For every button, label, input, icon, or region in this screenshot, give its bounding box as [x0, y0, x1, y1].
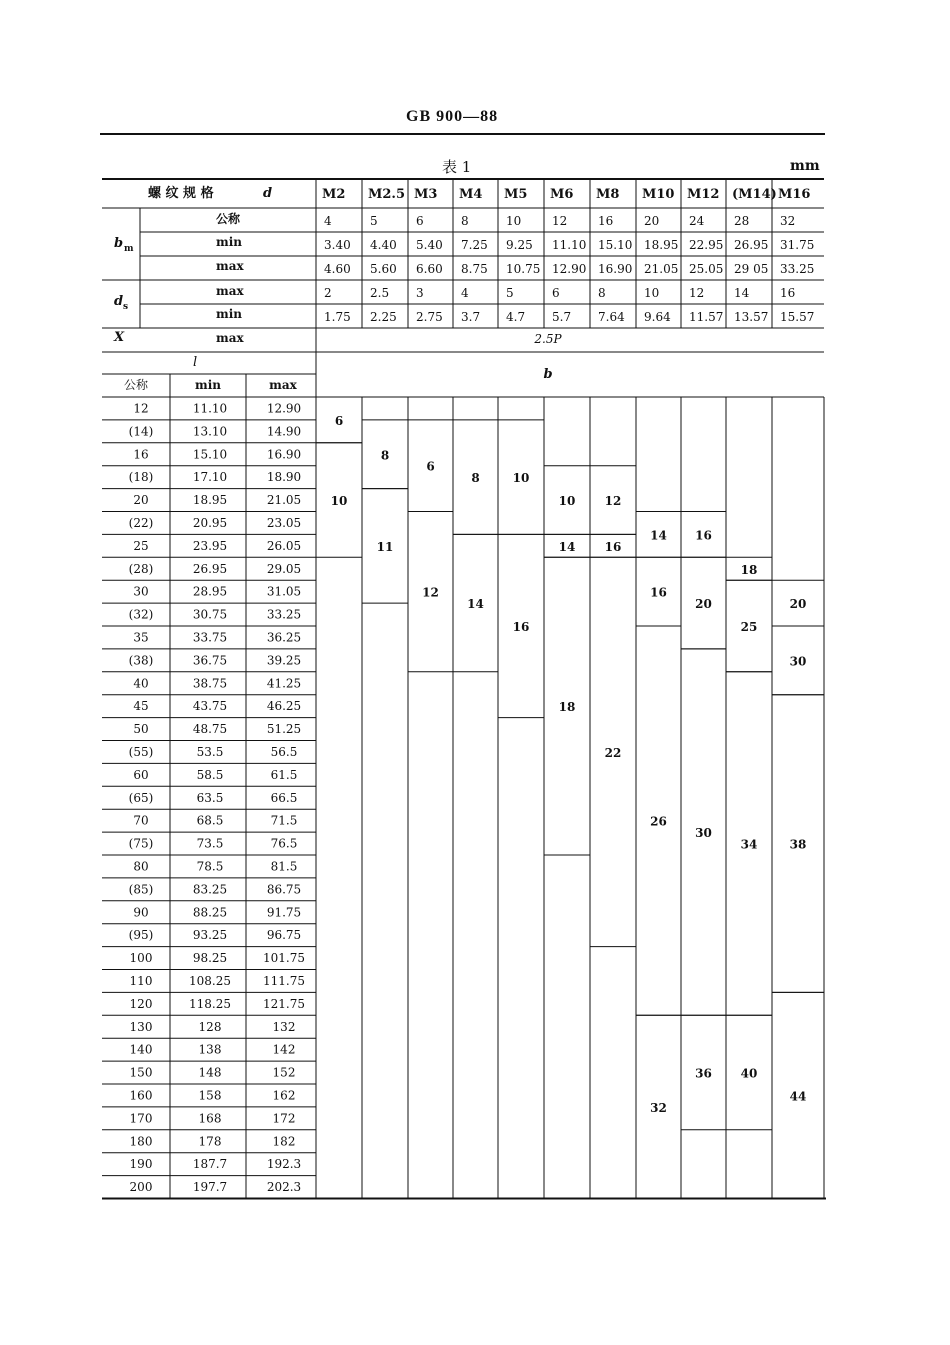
thread-size-8: M12 [687, 187, 720, 202]
b-value-10-26: 44 [789, 1089, 807, 1104]
thread-size-2: M3 [414, 187, 438, 202]
l-row-nominal-29: 150 [129, 1065, 153, 1080]
l-row-nominal-4: 20 [133, 493, 149, 508]
l-row-max-13: 46.25 [266, 699, 302, 714]
l-row-min-20: 78.5 [196, 859, 224, 874]
header-value-3-3: 4 [461, 286, 469, 300]
l-row-max-29: 152 [272, 1065, 296, 1080]
l-row-max-3: 18.90 [266, 470, 302, 485]
l-row-nominal-32: 180 [129, 1134, 153, 1149]
l-row-min-25: 108.25 [189, 973, 231, 988]
header-value-0-8: 24 [689, 214, 705, 228]
l-row-min-29: 148 [198, 1065, 222, 1080]
l-row-min-1: 13.10 [192, 424, 228, 439]
header-value-2-1: 5.60 [370, 262, 397, 276]
bm-min-label: min [216, 235, 242, 249]
l-row-max-6: 26.05 [266, 538, 302, 553]
l-row-max-27: 132 [272, 1019, 296, 1034]
l-row-min-21: 83.25 [192, 882, 228, 897]
l-row-nominal-18: 70 [133, 813, 149, 828]
l-row-max-23: 96.75 [266, 928, 302, 943]
l-max-label: max [269, 378, 297, 392]
header-value-1-3: 7.25 [461, 238, 488, 252]
l-row-max-26: 121.75 [263, 996, 305, 1011]
bm-nominal-label: 公称 [216, 212, 241, 226]
l-row-nominal-33: 190 [129, 1157, 153, 1172]
b-value-5-3: 10 [558, 494, 576, 509]
l-row-max-9: 33.25 [266, 607, 302, 622]
ds-subscript: s [123, 302, 129, 312]
thread-symbol-d: d [263, 186, 273, 201]
l-row-max-22: 91.75 [266, 905, 302, 920]
header-value-1-8: 22.95 [689, 238, 724, 252]
l-row-max-1: 14.90 [266, 424, 302, 439]
b-value-9-12: 34 [740, 837, 758, 852]
bm-max-label: max [216, 259, 244, 273]
l-row-nominal-10: 35 [133, 630, 149, 645]
l-row-max-16: 61.5 [270, 767, 298, 782]
l-row-nominal-17: (65) [128, 790, 154, 805]
l-row-nominal-11: (38) [128, 653, 154, 668]
b-value-6-6: 16 [604, 539, 622, 554]
header-value-0-0: 4 [324, 214, 332, 228]
header-value-2-10: 33.25 [780, 262, 815, 276]
header-value-4-9: 13.57 [734, 310, 769, 324]
l-row-nominal-28: 140 [129, 1042, 153, 1057]
header-value-1-7: 18.95 [644, 238, 679, 252]
header-value-1-6: 15.10 [598, 238, 633, 252]
thread-size-10: M16 [778, 187, 811, 202]
header-value-2-0: 4.60 [324, 262, 351, 276]
ds-symbol: d [114, 294, 124, 309]
l-row-nominal-25: 110 [129, 973, 153, 988]
b-value-7-10: 26 [650, 814, 667, 829]
l-row-min-2: 15.10 [192, 447, 228, 462]
l-row-nominal-15: (55) [128, 744, 154, 759]
b-value-8-27: 36 [695, 1066, 712, 1081]
l-row-min-8: 28.95 [192, 584, 228, 599]
l-row-min-12: 38.75 [192, 676, 228, 691]
b-value-8-11: 30 [695, 826, 712, 841]
header-value-3-9: 14 [734, 286, 750, 300]
l-symbol: l [193, 355, 198, 370]
ds-max-label: max [216, 284, 244, 298]
l-row-min-31: 168 [198, 1111, 222, 1126]
l-row-nominal-1: (14) [128, 424, 154, 439]
x-max-label: max [216, 331, 244, 345]
header-value-4-10: 15.57 [780, 310, 815, 324]
l-row-nominal-8: 30 [133, 584, 149, 599]
l-row-min-30: 158 [198, 1088, 222, 1103]
l-row-max-7: 29.05 [266, 561, 302, 576]
l-row-nominal-19: (75) [128, 836, 154, 851]
thread-size-6: M8 [596, 187, 620, 202]
thread-size-7: M10 [642, 187, 675, 202]
l-row-max-32: 182 [272, 1134, 296, 1149]
b-value-3-1: 8 [471, 471, 480, 486]
b-value-2-5: 12 [422, 585, 439, 600]
header-value-1-2: 5.40 [416, 238, 443, 252]
l-row-min-17: 63.5 [196, 790, 224, 805]
l-row-min-34: 197.7 [192, 1180, 228, 1195]
l-row-nominal-30: 160 [129, 1088, 153, 1103]
l-row-max-10: 36.25 [266, 630, 302, 645]
header-value-2-5: 12.90 [552, 262, 587, 276]
header-value-0-1: 5 [370, 214, 378, 228]
l-row-max-20: 81.5 [270, 859, 298, 874]
b-value-10-13: 38 [789, 837, 807, 852]
header-value-2-4: 10.75 [506, 262, 541, 276]
header-value-4-3: 3.7 [461, 310, 481, 324]
header-value-3-7: 10 [644, 286, 660, 300]
table-caption: 表 1 [442, 158, 472, 176]
l-row-nominal-22: 90 [133, 905, 149, 920]
l-row-max-8: 31.05 [266, 584, 302, 599]
l-row-max-31: 172 [272, 1111, 296, 1126]
l-row-nominal-6: 25 [133, 538, 149, 553]
header-value-3-8: 12 [689, 286, 705, 300]
l-row-max-17: 66.5 [270, 790, 298, 805]
bm-symbol: b [114, 236, 124, 251]
header-value-3-4: 5 [506, 286, 514, 300]
thread-spec-label: 螺 纹 规 格 [148, 186, 214, 201]
b-value-9-27: 40 [740, 1066, 758, 1081]
b-value-4-6: 16 [512, 620, 530, 634]
l-row-min-0: 11.10 [192, 401, 228, 416]
l-row-min-19: 73.5 [196, 836, 224, 851]
header-value-0-3: 8 [461, 214, 469, 228]
page-header-title: GB 900—88 [406, 108, 499, 125]
b-value-9-8: 25 [740, 620, 758, 634]
header-value-0-5: 12 [552, 214, 568, 228]
b-value-5-6: 14 [558, 539, 576, 554]
l-row-max-30: 162 [272, 1088, 296, 1103]
header-value-1-10: 31.75 [780, 238, 815, 252]
header-value-3-0: 2 [324, 286, 332, 300]
l-row-nominal-26: 120 [129, 996, 153, 1011]
l-row-min-10: 33.75 [192, 630, 228, 645]
header-value-4-4: 4.7 [506, 310, 526, 324]
l-row-max-18: 71.5 [270, 813, 298, 828]
l-row-nominal-2: 16 [133, 447, 149, 462]
header-value-3-2: 3 [416, 286, 424, 300]
l-row-nominal-27: 130 [129, 1019, 153, 1034]
header-value-4-8: 11.57 [689, 310, 724, 324]
bm-subscript: m [124, 244, 134, 254]
l-row-max-4: 21.05 [266, 493, 302, 508]
l-row-min-16: 58.5 [196, 767, 224, 782]
header-value-4-2: 2.75 [416, 310, 443, 324]
header-value-1-5: 11.10 [552, 238, 587, 252]
header-value-2-2: 6.60 [416, 262, 443, 276]
l-row-nominal-31: 170 [129, 1111, 153, 1126]
b-value-4-1: 10 [512, 471, 530, 486]
l-row-nominal-12: 40 [133, 676, 149, 691]
header-value-0-7: 20 [644, 214, 660, 228]
b-label: b [543, 367, 553, 382]
b-value-9-7: 18 [740, 562, 758, 577]
b-value-3-6: 14 [467, 597, 484, 612]
header-value-2-9: 29 05 [734, 262, 769, 276]
l-row-nominal-14: 50 [133, 722, 149, 737]
header-value-0-6: 16 [598, 214, 614, 228]
l-row-min-14: 48.75 [192, 722, 228, 737]
l-row-nominal-21: (85) [128, 882, 154, 897]
l-row-nominal-9: (32) [128, 607, 154, 622]
b-value-2-1: 6 [426, 459, 435, 474]
l-row-max-33: 192.3 [266, 1157, 302, 1172]
thread-size-3: M4 [459, 187, 483, 202]
l-row-min-15: 53.5 [196, 744, 224, 759]
header-value-0-9: 28 [734, 214, 750, 228]
b-value-0-0: 6 [334, 413, 344, 428]
b-value-1-4: 11 [376, 539, 394, 554]
thread-size-4: M5 [504, 187, 528, 202]
l-row-max-14: 51.25 [266, 722, 302, 737]
l-row-nominal-13: 45 [133, 699, 149, 714]
l-row-min-28: 138 [198, 1042, 222, 1057]
l-row-min-22: 88.25 [192, 905, 228, 920]
header-value-1-1: 4.40 [370, 238, 397, 252]
thread-size-9: (M14) [732, 187, 777, 202]
l-row-min-23: 93.25 [192, 928, 228, 943]
b-value-10-8: 20 [789, 597, 807, 612]
l-nominal-label: 公称 [123, 378, 149, 392]
l-row-min-9: 30.75 [192, 607, 228, 622]
l-row-max-0: 12.90 [266, 401, 302, 416]
b-value-8-7: 20 [695, 597, 712, 612]
l-row-max-34: 202.3 [266, 1180, 302, 1195]
header-value-0-10: 32 [780, 214, 796, 228]
b-value-6-3: 12 [604, 494, 622, 509]
l-row-min-13: 43.75 [192, 699, 228, 714]
l-row-max-24: 101.75 [263, 951, 305, 966]
l-row-max-21: 86.75 [266, 882, 302, 897]
ds-min-label: min [216, 307, 242, 321]
l-row-max-2: 16.90 [266, 447, 302, 462]
l-row-min-7: 26.95 [192, 561, 228, 576]
header-value-3-6: 8 [598, 286, 606, 300]
table-unit: mm [790, 158, 820, 174]
l-row-min-4: 18.95 [192, 493, 228, 508]
header-value-1-4: 9.25 [506, 238, 533, 252]
l-row-nominal-7: (28) [128, 561, 154, 576]
l-row-max-15: 56.5 [270, 744, 298, 759]
header-value-4-7: 9.64 [644, 310, 671, 324]
l-row-min-32: 178 [198, 1134, 222, 1149]
x-value: 2.5P [534, 332, 562, 346]
header-value-0-2: 6 [416, 214, 424, 228]
b-value-6-7: 22 [604, 745, 622, 760]
b-value-7-5: 14 [650, 528, 667, 543]
l-row-min-18: 68.5 [196, 813, 224, 828]
header-value-4-0: 1.75 [324, 310, 351, 324]
l-row-min-5: 20.95 [192, 515, 228, 530]
l-row-nominal-16: 60 [133, 767, 149, 782]
l-row-nominal-5: (22) [128, 515, 154, 530]
header-value-2-8: 25.05 [689, 262, 724, 276]
header-value-4-6: 7.64 [598, 310, 625, 324]
b-value-7-27: 32 [650, 1100, 667, 1115]
header-value-2-7: 21.05 [644, 262, 679, 276]
l-row-max-19: 76.5 [270, 836, 298, 851]
header-value-0-4: 10 [506, 214, 522, 228]
b-value-10-10: 30 [789, 654, 807, 669]
b-value-1-1: 8 [380, 448, 390, 463]
x-symbol: X [114, 330, 125, 345]
header-value-3-1: 2.5 [370, 286, 390, 300]
l-row-min-33: 187.7 [192, 1157, 228, 1172]
header-value-4-1: 2.25 [370, 310, 397, 324]
l-row-max-5: 23.05 [266, 515, 302, 530]
l-row-min-24: 98.25 [192, 951, 228, 966]
l-row-max-28: 142 [272, 1042, 296, 1057]
l-row-nominal-24: 100 [129, 951, 153, 966]
header-value-3-5: 6 [552, 286, 560, 300]
thread-size-1: M2.5 [368, 187, 406, 202]
l-row-nominal-0: 12 [133, 401, 149, 416]
l-row-min-26: 118.25 [189, 996, 231, 1011]
header-value-2-6: 16.90 [598, 262, 633, 276]
l-row-nominal-23: (95) [128, 928, 154, 943]
b-value-0-2: 10 [330, 494, 348, 509]
l-row-min-27: 128 [198, 1019, 222, 1034]
l-row-min-3: 17.10 [192, 470, 228, 485]
thread-size-5: M6 [550, 187, 574, 202]
b-value-5-7: 18 [558, 700, 576, 715]
l-min-label: min [195, 378, 221, 392]
header-value-1-0: 3.40 [324, 238, 351, 252]
l-row-max-11: 39.25 [266, 653, 302, 668]
header-value-1-9: 26.95 [734, 238, 769, 252]
header-value-3-10: 16 [780, 286, 796, 300]
header-value-2-3: 8.75 [461, 262, 488, 276]
header-value-4-5: 5.7 [552, 310, 572, 324]
b-value-8-5: 16 [695, 528, 712, 543]
l-row-max-12: 41.25 [266, 676, 302, 691]
l-row-max-25: 111.75 [263, 973, 305, 988]
l-row-min-6: 23.95 [192, 538, 228, 553]
l-row-nominal-20: 80 [133, 859, 149, 874]
b-value-7-7: 16 [650, 585, 667, 600]
l-row-min-11: 36.75 [192, 653, 228, 668]
l-row-nominal-34: 200 [129, 1180, 153, 1195]
l-row-nominal-3: (18) [128, 470, 154, 485]
thread-size-0: M2 [322, 187, 346, 202]
